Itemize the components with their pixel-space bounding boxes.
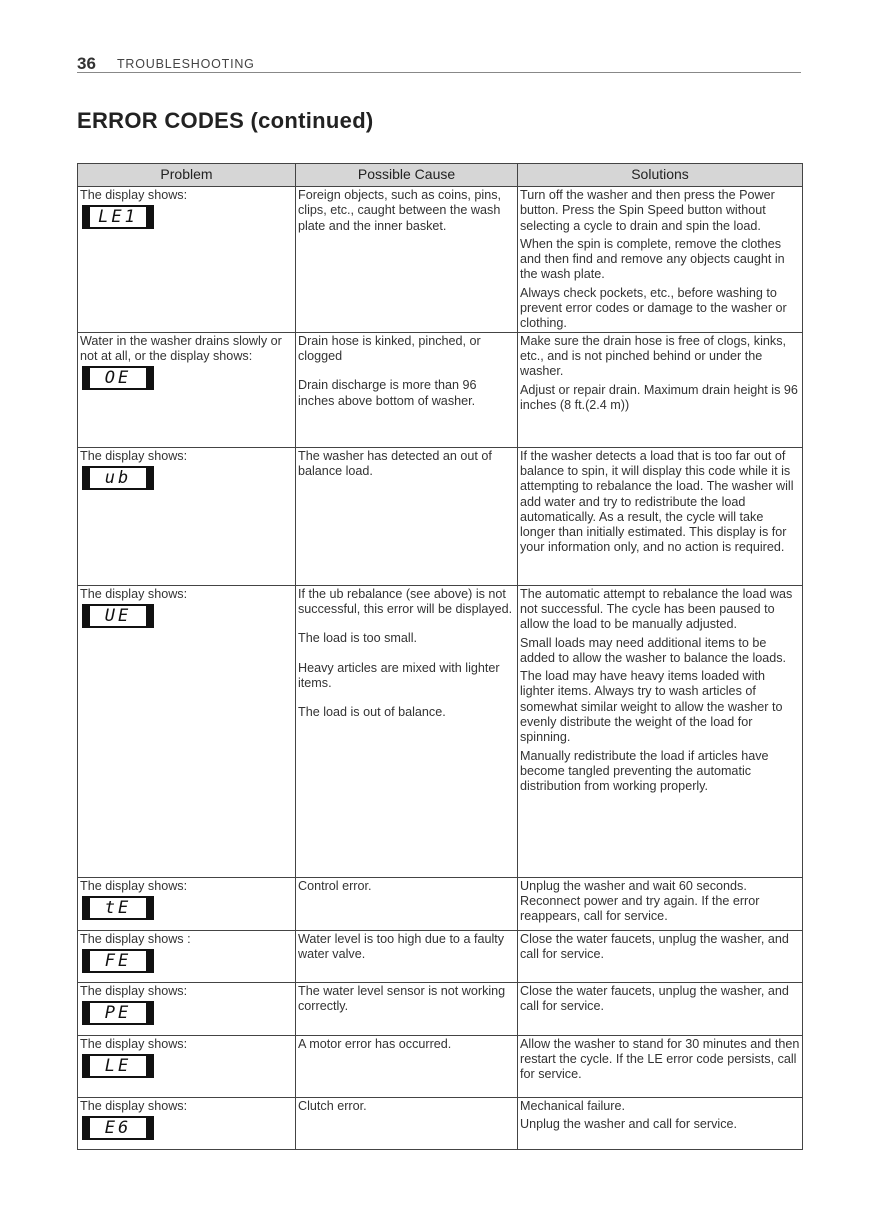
cause-cell [296,585,518,877]
cause-cell [296,332,518,447]
error-code-text: FE [90,951,146,971]
error-code-text: tE [90,898,146,918]
table-row [78,1097,803,1149]
solution-cell [518,332,803,447]
problem-cell [78,877,296,930]
table-row [78,585,803,877]
problem-text: The display shows: [80,586,188,601]
column-header-solutions: Solutions [518,164,803,187]
solution-cell [518,930,803,982]
error-code-text: UE [90,606,146,626]
problem-text: The display shows: [80,878,188,893]
solution-cell [518,447,803,585]
cause-text: The washer has detected an out of balance load. [298,448,492,478]
error-codes-table [77,163,803,1150]
table-row [78,332,803,447]
solution-text: Small loads may need additional items to be added to allow the washer to balance the loads. [520,635,787,665]
cause-text: Control error. [298,878,372,893]
page-header [77,54,801,73]
problem-cell [78,1035,296,1097]
table-row [78,1035,803,1097]
problem-text: The display shows: [80,983,188,998]
error-code-display [82,896,154,920]
solution-text: Adjust or repair drain. Maximum drain height is 96 inches (8 ft.(2.4 m)) [520,382,798,412]
table-header-row [78,164,803,187]
solution-cell [518,982,803,1035]
solution-text: Unplug the washer and call for service. [520,1116,738,1131]
solution-text: Unplug the washer and wait 60 seconds. Reconnect power and try again. If the error reappears, call for service. [520,878,760,924]
problem-cell [78,585,296,877]
cause-cell [296,982,518,1035]
problem-text: The display shows : [80,931,191,946]
table-row [78,930,803,982]
problem-text: The display shows: [80,1098,188,1113]
solution-text: Close the water faucets, unplug the washer, and call for service. [520,931,789,961]
solution-text: Close the water faucets, unplug the washer, and call for service. [520,983,789,1013]
column-header-cause: Possible Cause [296,164,518,187]
cause-cell [296,447,518,585]
cause-text: The load is too small. [298,631,417,646]
table-row [78,447,803,585]
solution-text: Always check pockets, etc., before washing to prevent error codes or damage to the washer or clothing. [520,285,787,331]
solution-text: When the spin is complete, remove the clothes and then find and remove any objects caught in the wash plate. [520,236,785,282]
solution-cell [518,585,803,877]
error-code-display [82,1054,154,1078]
cause-cell [296,1035,518,1097]
error-code-display [82,1001,154,1025]
problem-text: Water in the washer drains slowly or not at all, or the display shows: [80,333,282,363]
solution-text: Manually redistribute the load if articles have become tangled preventing the automatic distribution from working properly. [520,748,769,794]
cause-text: If the ub rebalance (see above) is not successful, this error will be displayed. [298,586,513,616]
section-title: TROUBLESHOOTING [117,57,255,71]
cause-cell [296,187,518,333]
cause-text: Drain hose is kinked, pinched, or clogged [298,333,481,363]
cause-text: A motor error has occurred. [298,1036,452,1051]
problem-text: The display shows: [80,448,188,463]
problem-text: The display shows: [80,188,188,202]
page-title: ERROR CODES (continued) [77,108,374,133]
error-code-display [82,604,154,628]
solution-cell [518,187,803,333]
cause-text: Drain discharge is more than 96 inches above bottom of washer. [298,378,477,408]
cause-cell [296,1097,518,1149]
problem-cell [78,982,296,1035]
error-code-display [82,1116,154,1140]
solution-cell [518,877,803,930]
error-code-display [82,366,154,390]
error-code-text: LE1 [90,207,146,227]
problem-cell [78,1097,296,1149]
solution-cell [518,1035,803,1097]
error-code-text: PE [90,1003,146,1023]
solution-text: The automatic attempt to rebalance the load was not successful. The cycle has been paused to allow the load to be manually adjusted. [520,586,793,632]
column-header-problem: Problem [78,164,296,187]
table-row [78,877,803,930]
solution-text: The load may have heavy items loaded with lighter items. Always try to wash articles of somewhat similar weight to allow the washer to evenly distribute the weight of the load for spinning. [520,669,783,745]
error-code-text: OE [90,368,146,388]
problem-cell [78,447,296,585]
error-code-text: LE [90,1056,146,1076]
solution-cell [518,1097,803,1149]
solution-text: Turn off the washer and then press the Power button. Press the Spin Speed button without selecting a cycle to drain and spin the load. [520,188,775,233]
cause-text: Clutch error. [298,1098,367,1113]
cause-cell [296,877,518,930]
solution-text: Allow the washer to stand for 30 minutes and then restart the cycle. If the LE error code persists, call for service. [520,1036,800,1082]
cause-text: The load is out of balance. [298,705,446,720]
cause-cell [296,930,518,982]
table-row [78,982,803,1035]
cause-text: Water level is too high due to a faulty water valve. [298,931,505,961]
problem-cell [78,187,296,333]
error-code-display [82,205,154,229]
cause-text: Foreign objects, such as coins, pins, clips, etc., caught between the wash plate and the inner basket. [298,188,502,233]
error-code-display [82,949,154,973]
error-code-display [82,466,154,490]
error-code-text: E6 [90,1118,146,1138]
table-row [78,187,803,333]
solution-text: Make sure the drain hose is free of clogs, kinks, etc., and is not pinched behind or under the washer. [520,333,786,379]
problem-cell [78,930,296,982]
problem-cell [78,332,296,447]
solution-text: If the washer detects a load that is too far out of balance to spin, it will display this code while it is attempting to rebalance the load. The washer will add water and try to redistribute the load automatically. As a result, the cycle will take longer than initially estimated. This display is for your information only, and no action is required. [520,448,794,555]
cause-text: Heavy articles are mixed with lighter items. [298,660,500,690]
page-number: 36 [77,54,96,73]
cause-text: The water level sensor is not working correctly. [298,983,506,1013]
problem-text: The display shows: [80,1036,188,1051]
error-code-text: ub [90,468,146,488]
solution-text: Mechanical failure. [520,1098,625,1113]
